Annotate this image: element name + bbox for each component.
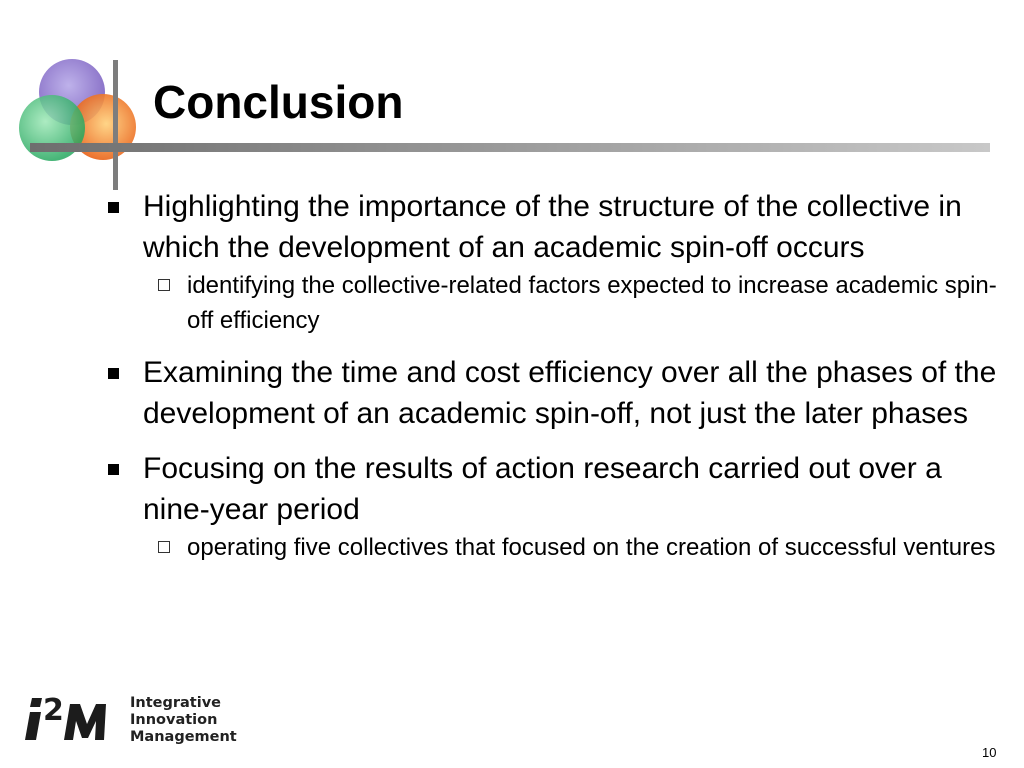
page-number: 10 (982, 745, 997, 760)
logo-line: Integrative (130, 695, 221, 711)
sub-bullet-item (149, 268, 1004, 338)
square-bullet-icon (108, 368, 119, 379)
hollow-square-bullet-icon (158, 541, 170, 553)
i2m-logo-mark (24, 690, 130, 746)
bullet-text: Focusing on the results of action research carried out over a nine-year period (143, 452, 942, 526)
logo-wordmark (130, 695, 237, 746)
hollow-square-bullet-icon (158, 279, 170, 291)
bullet-text: Examining the time and cost efficiency over all the phases of the development of an academic spin-off, not just the later phases (143, 356, 997, 430)
bullet-item (104, 448, 1004, 530)
bullet-item (104, 186, 1004, 268)
svg-text:2: 2 (43, 693, 64, 728)
bullet-item (104, 352, 1004, 434)
sub-bullet-text: operating five collectives that focused on the creation of successful ventures (187, 534, 996, 561)
square-bullet-icon (108, 202, 119, 213)
logo-line: Innovation (130, 712, 218, 728)
slide-title: Conclusion (153, 76, 404, 128)
logo-line: Management (130, 729, 237, 745)
horizontal-rule (30, 143, 990, 152)
square-bullet-icon (108, 464, 119, 475)
sub-bullet-text: identifying the collective-related factors expected to increase academic spin-off efficiency (187, 272, 997, 334)
bullet-list (104, 186, 1004, 565)
sub-bullet-item (149, 530, 1004, 565)
bullet-text: Highlighting the importance of the structure of the collective in which the development of an academic spin-off occurs (143, 190, 962, 264)
vertical-rule (113, 60, 118, 190)
